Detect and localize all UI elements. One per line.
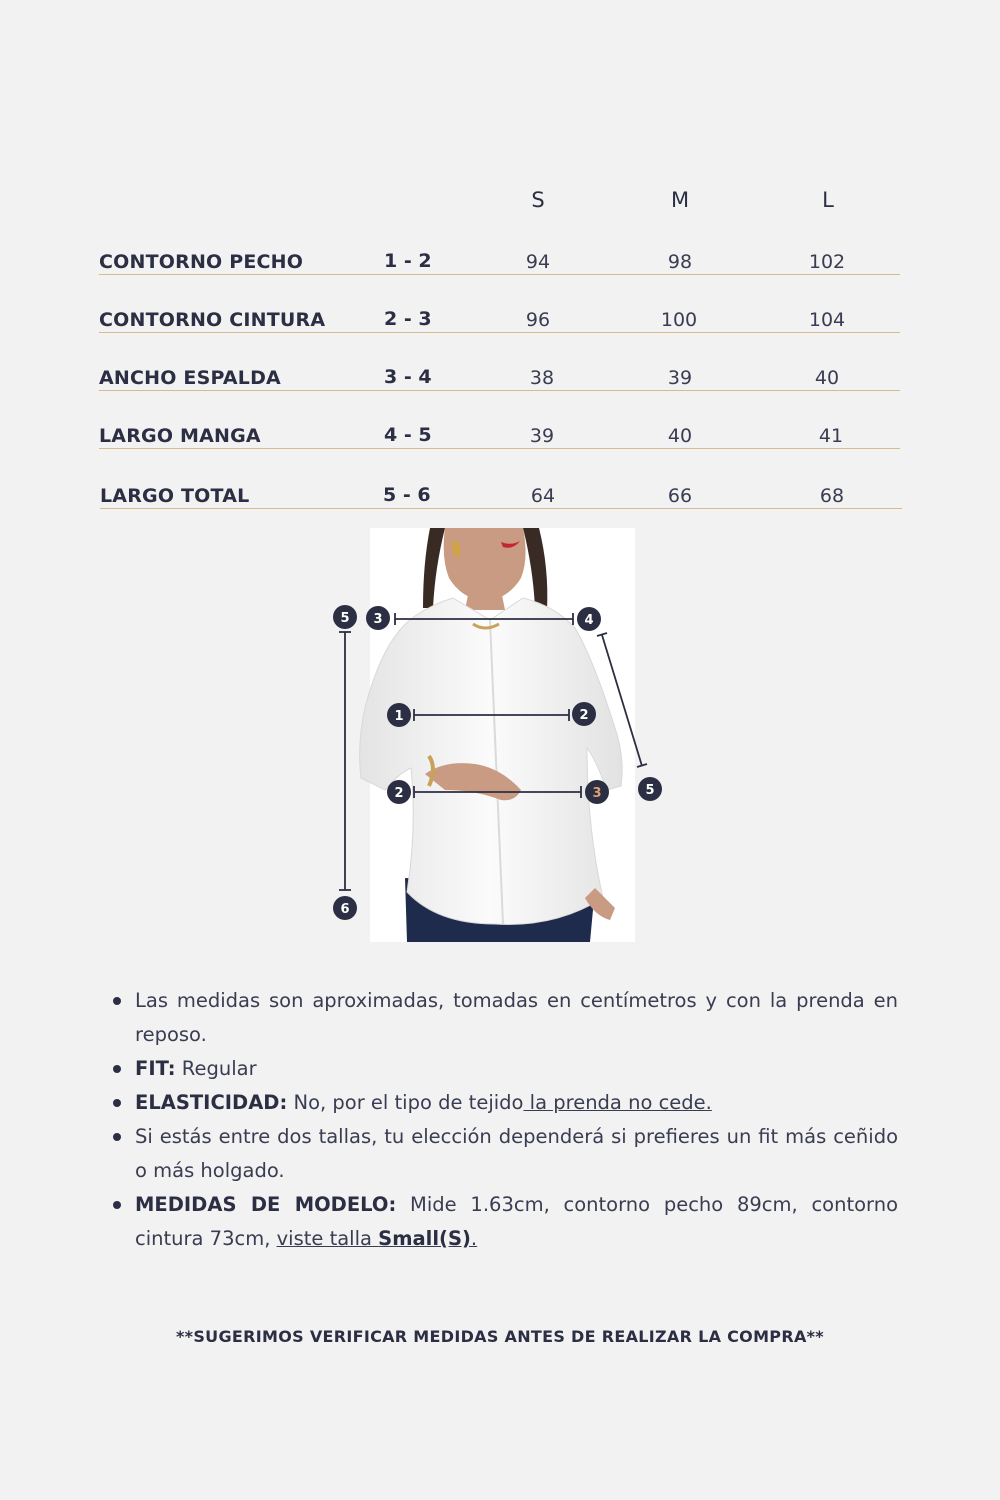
- list-item: [110, 1120, 898, 1188]
- value-l: 68: [819, 485, 845, 507]
- table-row: [100, 478, 902, 509]
- value-s: 38: [529, 367, 555, 389]
- note-underlined: [277, 1227, 478, 1250]
- row-points: 3 - 4: [384, 366, 432, 388]
- svg-text:1: 1: [394, 709, 404, 724]
- value-l: 41: [818, 425, 844, 447]
- marker-2: [572, 702, 596, 726]
- note-text: Las medidas son aproximadas, tomadas en centímetros y con la prenda en reposo.: [135, 989, 898, 1046]
- svg-text:3: 3: [592, 786, 602, 801]
- note-size-bold: Small(S): [378, 1227, 471, 1250]
- table-row: [99, 360, 900, 391]
- row-points: 1 - 2: [384, 250, 432, 272]
- value-s: 64: [530, 485, 556, 507]
- row-points: 4 - 5: [384, 424, 432, 446]
- value-m: 39: [667, 367, 693, 389]
- size-header-m: M: [670, 188, 690, 212]
- table-row: [99, 244, 900, 275]
- marker-3: [366, 606, 390, 630]
- svg-text:6: 6: [340, 902, 350, 917]
- svg-text:5: 5: [645, 783, 655, 798]
- row-points: 5 - 6: [383, 484, 431, 506]
- value-s: 94: [525, 251, 551, 273]
- svg-text:2: 2: [394, 786, 404, 801]
- svg-text:3: 3: [373, 612, 383, 627]
- svg-text:4: 4: [584, 613, 594, 628]
- value-s: 96: [525, 309, 551, 331]
- footer-disclaimer: **SUGERIMOS VERIFICAR MEDIDAS ANTES DE REALIZAR LA COMPRA**: [176, 1327, 824, 1346]
- table-row: [99, 418, 900, 449]
- marker-5: [638, 777, 662, 801]
- table-row: [99, 302, 900, 333]
- note-underlined-text: viste talla: [276, 1227, 379, 1250]
- marker-3: [585, 780, 609, 804]
- note-label: ELASTICIDAD:: [135, 1091, 288, 1114]
- row-label: ANCHO ESPALDA: [99, 367, 281, 389]
- size-header-s: S: [531, 188, 545, 212]
- row-label: LARGO MANGA: [99, 425, 261, 447]
- value-l: 104: [808, 309, 846, 331]
- note-label: MEDIDAS DE MODELO:: [135, 1193, 397, 1216]
- value-l: 102: [808, 251, 846, 273]
- value-m: 66: [667, 485, 693, 507]
- svg-text:2: 2: [579, 708, 589, 723]
- note-text: Regular: [175, 1057, 257, 1080]
- note-underlined-end: .: [470, 1227, 478, 1250]
- note-text: Mide 1.63cm, contorno pecho 89cm, contorno cintura 73cm,: [135, 1193, 899, 1250]
- marker-2: [387, 780, 411, 804]
- note-text: Si estás entre dos tallas, tu elección dependerá si prefieres un fit más ceñido o más holgado.: [135, 1125, 898, 1182]
- note-text: No, por el tipo de tejido: [287, 1091, 524, 1114]
- row-label: LARGO TOTAL: [100, 485, 250, 507]
- marker-5: [333, 605, 357, 629]
- list-item: [110, 984, 898, 1052]
- value-m: 40: [667, 425, 693, 447]
- neck: [465, 590, 505, 610]
- row-label: CONTORNO PECHO: [99, 251, 304, 273]
- value-m: 98: [667, 251, 693, 273]
- marker-1: [387, 703, 411, 727]
- note-underlined: la prenda no cede.: [523, 1091, 712, 1114]
- list-item: [110, 1188, 898, 1256]
- row-points: 2 - 3: [384, 308, 432, 330]
- notes-list: [110, 984, 898, 1256]
- marker-4: [577, 607, 601, 631]
- value-m: 100: [660, 309, 698, 331]
- value-s: 39: [529, 425, 555, 447]
- measurement-figure: [325, 528, 675, 942]
- value-l: 40: [814, 367, 840, 389]
- note-label: FIT:: [135, 1057, 176, 1080]
- svg-text:5: 5: [340, 611, 350, 626]
- list-item: [110, 1086, 898, 1120]
- row-label: CONTORNO CINTURA: [99, 309, 326, 331]
- marker-6: [333, 896, 357, 920]
- size-header-l: L: [822, 188, 834, 212]
- list-item: [110, 1052, 898, 1086]
